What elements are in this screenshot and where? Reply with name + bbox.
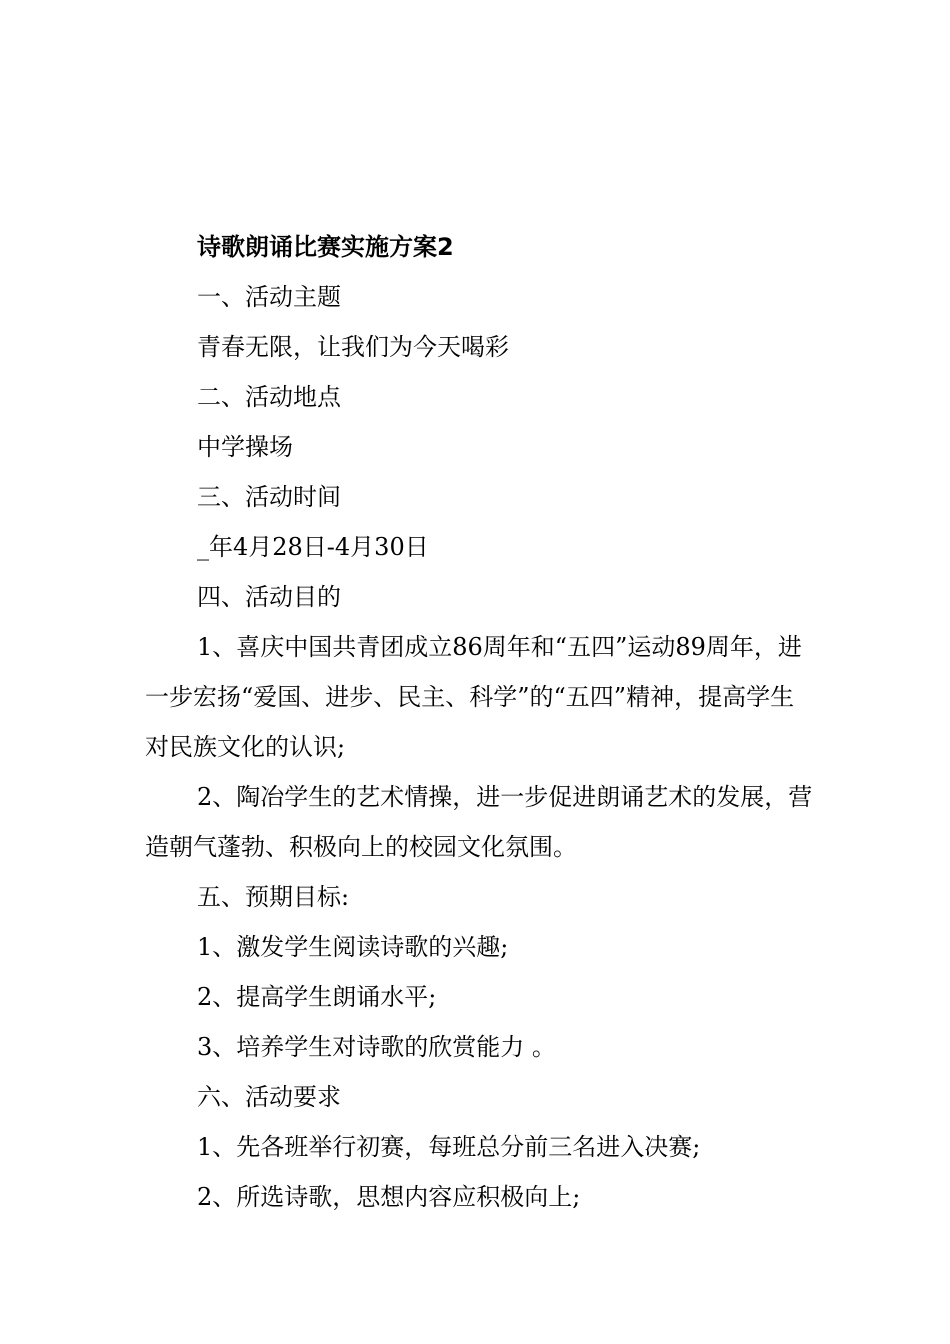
paragraph-purpose-1: 1、喜庆中国共青团成立86周年和“五四”运动89周年，进一步宏扬“爱国、进步、民主、科学”的“五四”精神，提高学生对民族文化的认识; (145, 633, 802, 761)
paragraph-goal-2: 2、提高学生朗诵水平; (197, 983, 437, 1011)
heading-activity-requirements: 六、活动要求 (197, 1083, 341, 1111)
heading-activity-purpose: 四、活动目的 (197, 583, 341, 611)
paragraph-location-text: 中学操场 (197, 433, 293, 461)
heading-activity-location: 二、活动地点 (197, 383, 341, 411)
document-body (145, 222, 817, 1222)
heading-expected-goals: 五、预期目标: (197, 883, 350, 911)
document-title: 诗歌朗诵比赛实施方案2 (197, 233, 454, 261)
heading-activity-theme: 一、活动主题 (197, 283, 341, 311)
paragraph-time-text: _年4月28日-4月30日 (197, 533, 429, 561)
paragraph-purpose-2: 2、陶冶学生的艺术情操，进一步促进朗诵艺术的发展，营造朝气蓬勃、积极向上的校园文化氛围。 (145, 783, 813, 861)
paragraph-requirement-2: 2、所选诗歌，思想内容应积极向上; (197, 1183, 581, 1211)
paragraph-goal-1: 1、激发学生阅读诗歌的兴趣; (197, 933, 509, 961)
paragraph-goal-3: 3、培养学生对诗歌的欣赏能力 。 (197, 1033, 556, 1061)
paragraph-theme-text: 青春无限，让我们为今天喝彩 (197, 333, 509, 361)
heading-activity-time: 三、活动时间 (197, 483, 341, 511)
paragraph-requirement-1: 1、先各班举行初赛，每班总分前三名进入决赛; (197, 1133, 701, 1161)
